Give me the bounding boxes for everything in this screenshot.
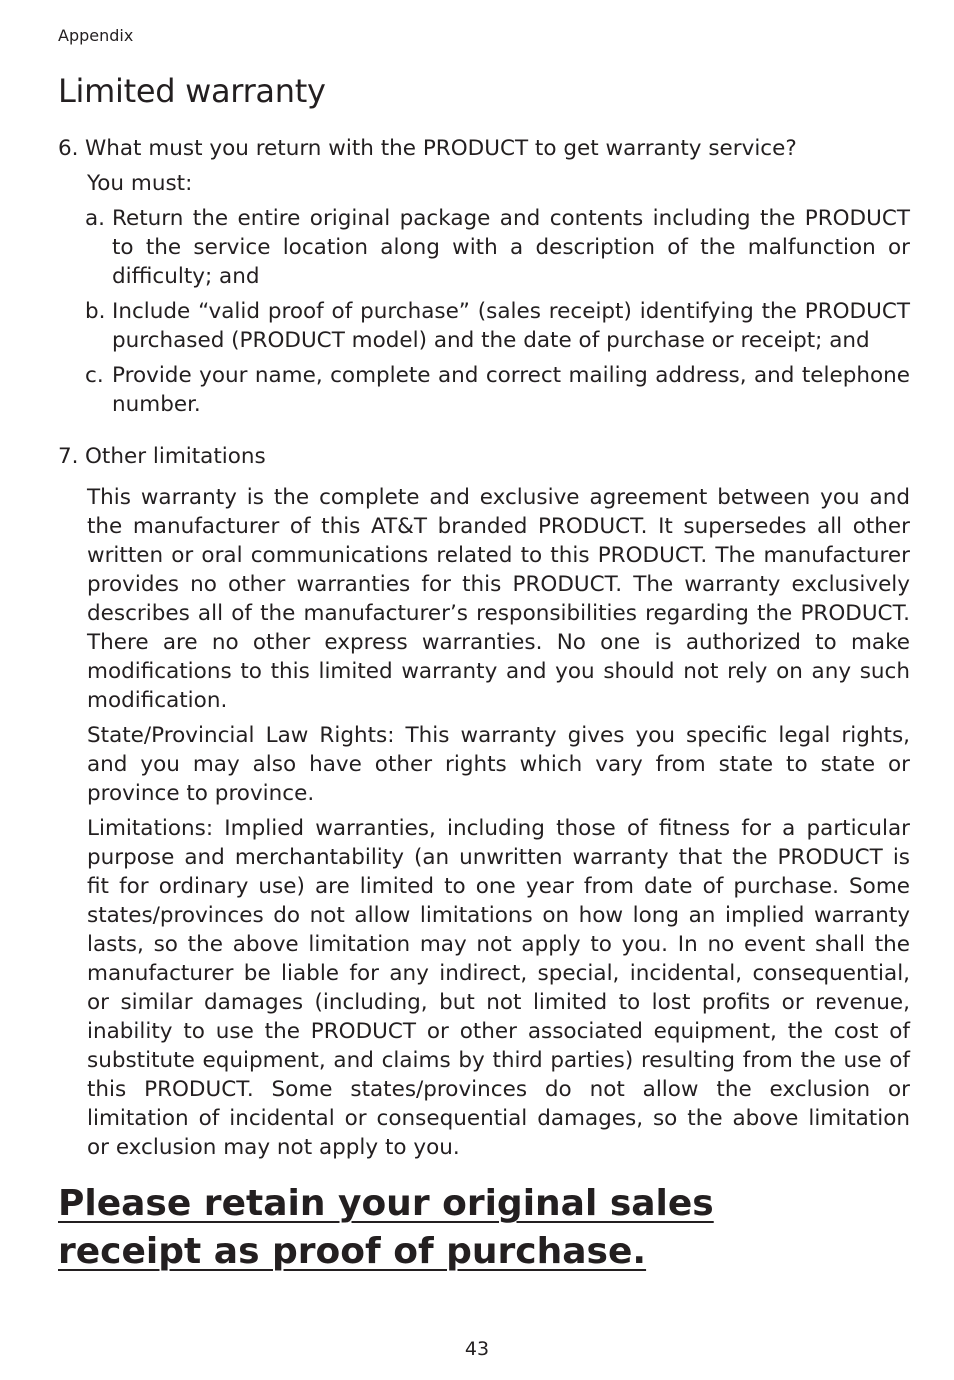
question-7-number: 7. xyxy=(58,444,79,469)
list-marker: c. xyxy=(85,363,104,388)
list-marker: a. xyxy=(85,206,106,231)
question-6-number: 6. xyxy=(58,136,79,161)
paragraph-limitations: Limitations: Implied warranties, including those of fitness for a particular purpose and merchantability (an unwritten warranty that the PRODUCT is fit for ordinary use) are limited to one year from date of purchase. Some states/provinces do not allow limitations on how long an implied warranty lasts, so the above limitation may not apply to you. In no event shall the manufacturer be liable for any indirect, special, incidental, consequential, or similar damages (including, but not limited to lost profits or revenue, inability to use the PRODUCT or other associated equipment, the cost of substitute equipment, and claims by third parties) resulting from the use of this PRODUCT. Some states/provinces do not allow the exclusion or limitation of incidental or consequential damages, so the above limitation or exclusion may not apply to you. xyxy=(87,816,910,1160)
list-item xyxy=(58,297,910,355)
question-7-heading: Other limitations xyxy=(85,444,266,469)
return-requirements-list xyxy=(58,204,910,419)
list-item xyxy=(58,361,910,419)
question-6 xyxy=(58,134,910,163)
page-title: Limited warranty xyxy=(58,72,326,110)
question-7 xyxy=(58,442,910,471)
question-6-text: What must you return with the PRODUCT to get warranty service? xyxy=(85,136,797,161)
question-6-intro: You must: xyxy=(87,171,193,196)
running-head: Appendix xyxy=(58,26,134,45)
list-item-text: Include “valid proof of purchase” (sales receipt) identifying the PRODUCT purchased (PRODUCT model) and the date of purchase or receipt; and xyxy=(112,299,910,353)
list-item xyxy=(58,204,910,291)
page-number: 43 xyxy=(464,1338,490,1360)
receipt-notice: Please retain your original sales receipt as proof of purchase. xyxy=(58,1183,714,1272)
list-marker: b. xyxy=(85,299,106,324)
warranty-content xyxy=(58,134,910,1162)
paragraph-law-rights: State/Provincial Law Rights: This warranty gives you specific legal rights, and you may also have other rights which vary from state to state or province to province. xyxy=(87,723,910,806)
list-item-text: Provide your name, complete and correct mailing address, and telephone number. xyxy=(112,363,910,417)
list-item-text: Return the entire original package and contents including the PRODUCT to the service location along with a description of the malfunction or difficulty; and xyxy=(112,206,910,289)
paragraph-complete-agreement: This warranty is the complete and exclusive agreement between you and the manufacturer of this AT&T branded PRODUCT. It supersedes all other written or oral communications related to this PRODUCT. The manufacturer provides no other warranties for this PRODUCT. The warranty exclusively describes all of the manufacturer’s responsibilities regarding the PRODUCT. There are no other express warranties. No one is authorized to make modifications to this limited warranty and you should not rely on any such modification. xyxy=(87,485,910,713)
